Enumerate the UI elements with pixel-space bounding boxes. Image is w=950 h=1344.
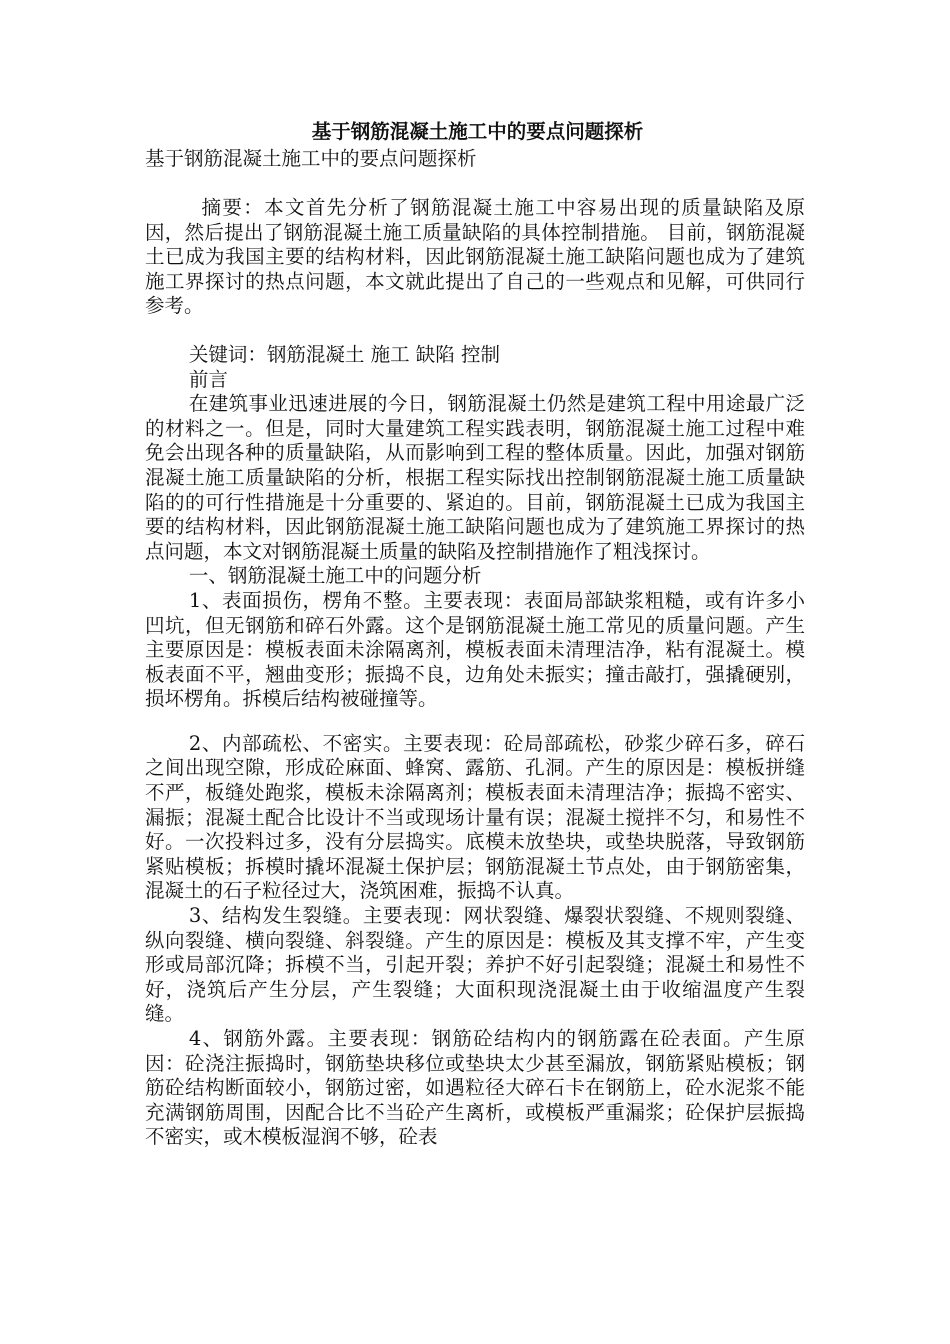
list-item: 2、内部疏松、不密实。主要表现：砼局部疏松，砂浆少碎石多，碎石之间出现空隙，形成砼麻面、蜂窝、露筋、孔洞。产生的原因是：模板拼缝不严，板缝处跑浆，模板未涂隔离剂；模板表面未清理洁净；振捣不密实、漏振；混凝土配合比设计不当或现场计量有误；混凝土搅拌不匀，和易性不好。一次投料过多，没有分层捣实。底模未放垫块，或垫块脱落，导致钢筋紧贴模板；拆模时撬坏混凝土保护层；钢筋混凝土节点处，由于钢筋密集，混凝土的石子粒径过大，浇筑困难，振捣不认真。 [145,731,805,903]
list-item: 3、结构发生裂缝。主要表现：网状裂缝、爆裂状裂缝、不规则裂缝、纵向裂缝、横向裂缝、斜裂缝。产生的原因是：模板及其支撑不牢，产生变形或局部沉降；拆模不当，引起开裂；养护不好引起裂缝；混凝土和易性不好，浇筑后产生分层，产生裂缝；大面积现浇混凝土由于收缩温度产生裂缝。 [145,904,805,1026]
document-title: 基于钢筋混凝土施工中的要点问题探析 [311,120,644,143]
keywords-line: 关键词：钢筋混凝土 施工 缺陷 控制 [188,342,500,366]
preface-paragraph: 在建筑事业迅速进展的今日，钢筋混凝土仍然是建筑工程中用途最广泛的材料之一。但是，同时大量建筑工程实践表明，钢筋混凝土施工过程中难免会出现各种的质量缺陷，从而影响到工程的整体质量。因此，加强对钢筋混凝土施工质量缺陷的分析，根据工程实际找出控制钢筋混凝土施工质量缺陷的的可行性措施是十分重要的、紧迫的。目前，钢筋混凝土已成为我国主要的结构材料，因此钢筋混凝土施工缺陷问题也成为了建筑施工界探讨的热点问题，本文对钢筋混凝土质量的缺陷及控制措施作了粗浅探讨。 [145,392,805,563]
list-item: 4、钢筋外露。主要表现：钢筋砼结构内的钢筋露在砼表面。产生原因：砼浇注振捣时，钢筋垫块移位或垫块太少甚至漏放，钢筋紧贴模板；钢筋砼结构断面较小，钢筋过密，如遇粒径大碎石卡在钢筋上，砼水泥浆不能充满钢筋周围，因配合比不当砼产生离析，或模板严重漏浆；砼保护层振捣不密实，或木模板湿润不够，砼表 [145,1027,805,1149]
preface-heading: 前言 [188,367,228,391]
spacer [145,172,805,196]
spacer [145,712,805,732]
document-page [145,118,805,1150]
list-item: 1、表面损伤，楞角不整。主要表现：表面局部缺浆粗糙，或有许多小凹坑，但无钢筋和碎石外露。这个是钢筋混凝土施工常见的质量问题。产生主要原因是：模板表面未涂隔离剂，模板表面未清理洁净，粘有混凝土。模板表面不平，翘曲变形；振捣不良，边角处未振实；撞击敲打，强撬硬别，损坏楞角。拆模后结构被碰撞等。 [145,588,805,711]
section-heading: 一、钢筋混凝土施工中的问题分析 [188,564,482,588]
document-subtitle: 基于钢筋混凝土施工中的要点问题探析 [145,147,477,170]
spacer [145,319,805,343]
abstract-paragraph: 摘要：本文首先分析了钢筋混凝土施工中容易出现的质量缺陷及原因，然后提出了钢筋混凝土施工质量缺陷的具体控制措施。 目前，钢筋混凝土已成为我国主要的结构材料，因此钢筋混凝土施工缺陷问题也成为了建筑施工界探讨的热点问题，本文就此提出了自己的一些观点和见解，可供同行参考。 [145,196,805,318]
